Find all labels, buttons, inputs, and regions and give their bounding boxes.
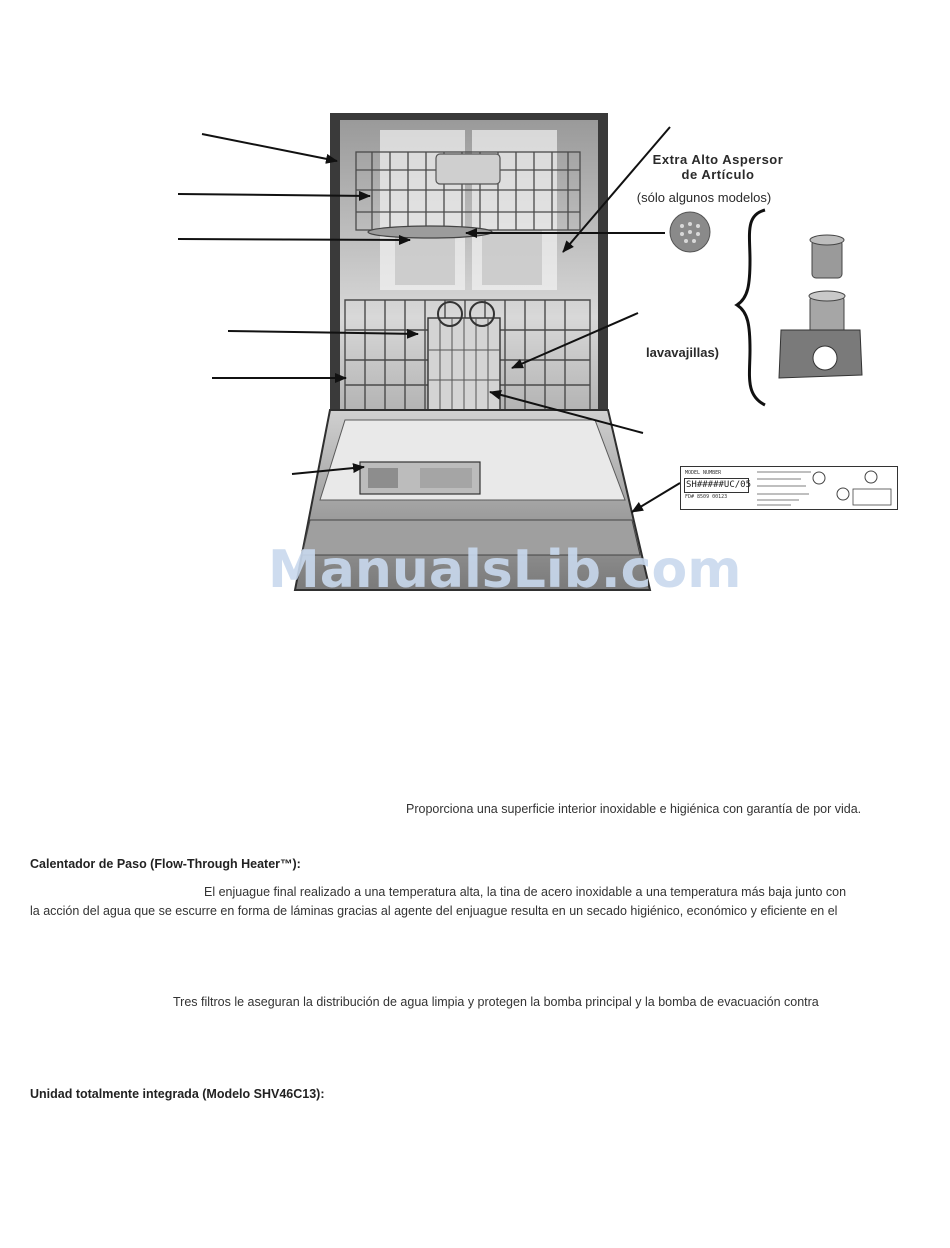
rating-label [680,466,898,510]
heater-text-line2: la acción del agua que se escurre en forma de láminas gracias al agente del enjuague resulta en un secado higiénico, económico y eficiente en el [30,904,838,918]
filter-parts [779,235,862,378]
brace [737,210,765,405]
heater-text-line1: El enjuague final realizado a una temperatura alta, la tina de acero inoxidable a una temperatura más baja junto con [204,885,847,899]
heater-heading: Calentador de Paso (Flow-Through Heater™): [30,857,301,871]
watermark: ManualsLib.com [268,540,742,600]
rating-serial: SH#####UC/05 [684,478,749,493]
cutlery-tray-top [436,154,500,184]
rating-model-caption: MODEL NUMBER [685,470,722,476]
spray-arm-label [638,152,798,182]
spray-arm-label-line2: de Artículo [681,167,755,182]
filter-label: lavavajillas) [646,345,719,360]
rating-label-marks [681,467,897,509]
rating-fd-number: FD# 8509 00123 [685,494,728,500]
silverware-basket [428,302,500,423]
spray-arm-label-line1: Extra Alto Aspersor [652,152,784,167]
filter-text: Tres filtros le aseguran la distribución de agua limpia y protegen la bomba principal y la bomba de evacuación contra [173,995,819,1009]
integrated-heading: Unidad totalmente integrada (Modelo SHV46C13): [30,1087,325,1101]
spray-arm-note: (sólo algunos modelos) [636,190,772,205]
stainless-tub-text: Proporciona una superficie interior inoxidable e higiénica con garantía de por vida. [406,802,862,816]
dishwasher-illustration [0,0,950,620]
